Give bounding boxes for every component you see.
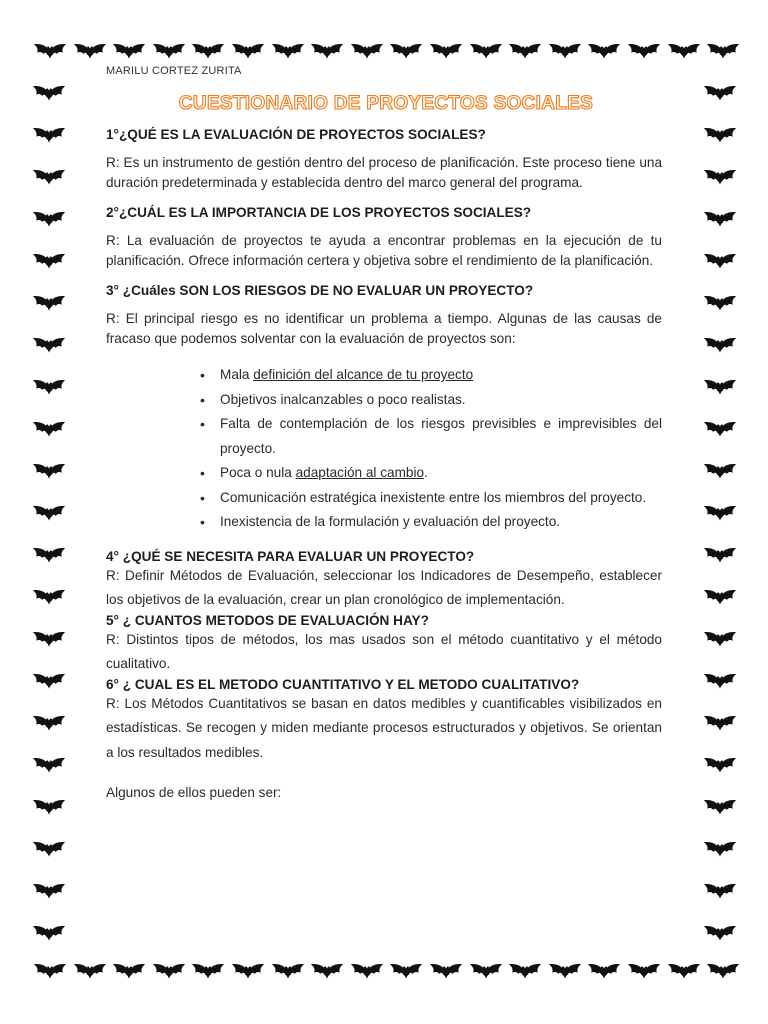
bat-icon (152, 40, 186, 62)
bat-icon (703, 838, 737, 860)
bat-icon (703, 208, 737, 230)
list-item: • Comunicación estratégica inexistente entre los miembros del proyecto. (200, 486, 662, 511)
bat-icon (389, 40, 423, 62)
bat-icon (703, 670, 737, 692)
document-title: CUESTIONARIO DE PROYECTOS SOCIALES (178, 93, 594, 114)
question-2: 2°¿CUÁL ES LA IMPORTANCIA DE LOS PROYECTOS SOCIALES? (106, 205, 532, 220)
question-1: 1°¿QUÉ ES LA EVALUACIÓN DE PROYECTOS SOCIALES? (106, 127, 486, 142)
bat-icon (703, 754, 737, 776)
bat-icon (389, 960, 423, 982)
bat-icon (703, 292, 737, 314)
bat-icon (32, 334, 66, 356)
author-name: MARILU CORTEZ ZURITA (106, 65, 242, 77)
bat-icon (706, 960, 740, 982)
bat-icon (703, 334, 737, 356)
bat-icon (271, 960, 305, 982)
bat-icon (32, 586, 66, 608)
bat-icon (548, 960, 582, 982)
bat-icon (703, 544, 737, 566)
bat-icon (703, 460, 737, 482)
bat-icon (32, 880, 66, 902)
question-6: 6° ¿ CUAL ES EL METODO CUANTITATIVO Y EL METODO CUALITATIVO? (106, 676, 580, 692)
answer-5: R: Distintos tipos de métodos, los mas usados son el método cuantitativo y el método cualitativo. (106, 631, 662, 671)
bat-icon (627, 960, 661, 982)
bat-icon (112, 40, 146, 62)
bat-icon (703, 166, 737, 188)
bat-icon (508, 40, 542, 62)
list-item: • Inexistencia de la formulación y evaluación del proyecto. (200, 510, 662, 535)
bat-icon (32, 712, 66, 734)
bat-icon (32, 628, 66, 650)
bat-icon (33, 40, 67, 62)
bat-icon (32, 460, 66, 482)
list-item: • Mala definición del alcance de tu proyecto (200, 363, 662, 388)
bat-icon (429, 40, 463, 62)
bat-icon (469, 960, 503, 982)
bat-icon (587, 40, 621, 62)
bat-icon (32, 166, 66, 188)
bat-icon (548, 40, 582, 62)
bat-icon (706, 40, 740, 62)
bat-icon (32, 292, 66, 314)
bat-icon (32, 670, 66, 692)
bat-icon (33, 960, 67, 982)
bat-icon (469, 40, 503, 62)
bat-icon (231, 40, 265, 62)
bat-icon (32, 754, 66, 776)
bat-icon (627, 40, 661, 62)
bat-icon (32, 922, 66, 944)
bat-icon (703, 628, 737, 650)
list-item: • Poca o nula adaptación al cambio. (200, 461, 662, 486)
bat-icon (112, 960, 146, 982)
bat-icon (32, 124, 66, 146)
bat-icon (32, 502, 66, 524)
bat-icon (703, 796, 737, 818)
list-item: • Objetivos inalcanzables o poco realistas. (200, 388, 662, 413)
bat-icon (703, 250, 737, 272)
bat-icon (32, 376, 66, 398)
bat-icon (703, 880, 737, 902)
bat-icon (310, 40, 344, 62)
question-3: 3° ¿Cuáles SON LOS RIESGOS DE NO EVALUAR UN PROYECTO? (106, 283, 534, 298)
bat-icon (703, 376, 737, 398)
bat-icon (32, 544, 66, 566)
bat-icon (73, 960, 107, 982)
bat-icon (667, 960, 701, 982)
bat-icon (703, 82, 737, 104)
link-adaptation-to-change[interactable]: adaptación al cambio (295, 465, 425, 480)
bat-icon (32, 418, 66, 440)
bat-icon (350, 40, 384, 62)
bat-icon (508, 960, 542, 982)
bat-icon (703, 502, 737, 524)
risk-list (106, 363, 662, 535)
bat-icon (429, 960, 463, 982)
answer-6: R: Los Métodos Cuantitativos se basan en datos medibles y cuantificables visibilizados en estadísticas. Se recogen y miden mediante procesos estructurados y objetivos. Se orientan a los resultados medibles. (106, 695, 662, 760)
question-4: 4° ¿QUÉ SE NECESITA PARA EVALUAR UN PROYECTO? (106, 548, 475, 564)
bat-icon (191, 40, 225, 62)
bat-icon (191, 960, 225, 982)
bat-icon (310, 960, 344, 982)
bat-icon (350, 960, 384, 982)
answer-3: R: El principal riesgo es no identificar un problema a tiempo. Algunas de las causas de fracaso que podemos solventar con la evaluación de proyectos son: (106, 311, 662, 346)
bat-icon (73, 40, 107, 62)
bat-icon (667, 40, 701, 62)
bat-icon (32, 796, 66, 818)
answer-4: R: Definir Métodos de Evaluación, seleccionar los Indicadores de Desempeño, establecer los objetivos de la evaluación, crear un plan cronológico de implementación. (106, 567, 662, 607)
bat-icon (703, 586, 737, 608)
bat-icon (152, 960, 186, 982)
bat-icon (32, 208, 66, 230)
list-item: • Falta de contemplación de los riesgos previsibles e imprevisibles del proyecto. (200, 412, 662, 461)
answer-1: R: Es un instrumento de gestión dentro del proceso de planificación. Este proceso tiene una duración predeterminada y establecida dentro del marco general del programa. (106, 155, 662, 190)
bat-icon (703, 124, 737, 146)
bat-icon (703, 712, 737, 734)
bat-icon (703, 418, 737, 440)
questionnaire-body (106, 127, 662, 803)
bat-icon (703, 922, 737, 944)
bat-icon (271, 40, 305, 62)
bat-icon (587, 960, 621, 982)
bat-icon (32, 250, 66, 272)
question-5: 5° ¿ CUANTOS METODOS DE EVALUACIÓN HAY? (106, 612, 429, 628)
bat-icon (32, 82, 66, 104)
link-scope-definition[interactable]: definición del alcance de tu proyecto (253, 367, 474, 382)
closing-line: Algunos de ellos pueden ser: (106, 785, 282, 800)
bat-icon (32, 838, 66, 860)
answer-2: R: La evaluación de proyectos te ayuda a encontrar problemas en la ejecución de tu planificación. Ofrece información certera y objetiva sobre el rendimiento de la planificación. (106, 233, 662, 268)
bat-icon (231, 960, 265, 982)
